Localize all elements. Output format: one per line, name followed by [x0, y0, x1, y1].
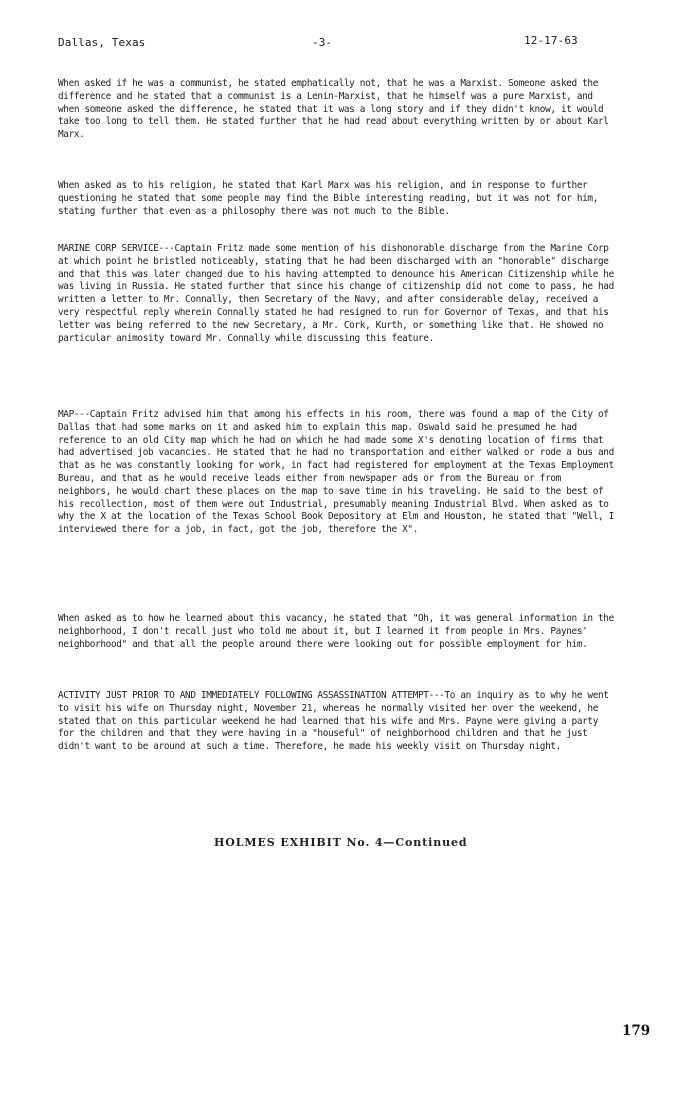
paragraph-marine-corp-service: MARINE CORP SERVICE---Captain Fritz made some mention of his dishonorable discharge from the Marine Corp at which point he bristled noticeably, stating that he had been discharged with an "honorable" discharge and that this was later changed due to his having attempted to denounce his American Citizenship while he was living in Russia. He stated further that since his change of citizenship did not come to pass, he had written a letter to Mr. Connally, then Secretary of the Navy, and after considerable delay, received a very respectful reply wherein Connally stated he had resigned to run for Governor of Texas, and that his letter was being referred to the new Secretary, a Mr. Cork, Kurth, or something like that. He showed no particular animosity toward Mr. Connally while discussing this feature.: [58, 243, 614, 344]
header-location: Dallas, Texas: [58, 36, 146, 49]
paragraph-marxist: When asked if he was a communist, he stated emphatically not, that he was a Marxist. Someone asked the difference and he stated that a communist is a Lenin-Marxist, that he himself was a pure Marxist, and when someone asked the difference, he stated that it was a long story and if they didn't know, it would take too long to tell them. He stated further that he had read about everything written by or about Karl Marx.: [58, 78, 609, 141]
paragraph-map: MAP---Captain Fritz advised him that among his effects in his room, there was found a map of the City of Dallas that had some marks on it and asked him to explain this map. Oswald said he presumed he had reference to an old City map which he had on which he had made some X's denoting location of firms that had advertised job vacancies. He stated that he had no transportation and either walked or rode a bus and that as he was constantly looking for work, in fact had registered for employment at the Texas Employment Bureau, and that as he would receive leads either from newspaper ads or from the Bureau or from neighbors, he would chart these places on the map to save time in his traveling. He said to the best of his recollection, most of them were out Industrial, presumably meaning Industrial Blvd. When asked as to why the X at the location of the Texas School Book Depository at Elm and Houston, he stated that "Well, I interviewed there for a job, in fact, got the job, therefore the X".: [58, 409, 614, 536]
paragraph-activity: ACTIVITY JUST PRIOR TO AND IMMEDIATELY FOLLOWING ASSASSINATION ATTEMPT---To an inquiry as to why he went to visit his wife on Thursday night, November 21, whereas he normally visited her over the weekend, he stated that on this particular weekend he had learned that his wife and Mrs. Payne were giving a party for the children and that they were having in a "houseful" of neighborhood children and that he just didn't want to be around at such a time. Therefore, he made his weekly visit on Thursday night.: [58, 690, 609, 753]
header-page-marker: -3-: [312, 36, 333, 49]
paragraph-vacancy: When asked as to how he learned about this vacancy, he stated that "Oh, it was general information in the neighborhood, I don't recall just who told me about it, but I learned it from people in Mrs. Paynes' neighborhood" and that all the people around there were looking out for possible employment for him.: [58, 613, 614, 650]
exhibit-caption: HOLMES EXHIBIT No. 4—Continued: [214, 836, 468, 849]
page-number: 179: [622, 1023, 651, 1039]
header-date: 12-17-63: [524, 34, 578, 47]
paragraph-religion: When asked as to his religion, he stated that Karl Marx was his religion, and in response to further questioning he stated that some people may find the Bible interesting reading, but it was not for him, stating further that even as a philosophy there was not much to the Bible.: [58, 180, 599, 217]
